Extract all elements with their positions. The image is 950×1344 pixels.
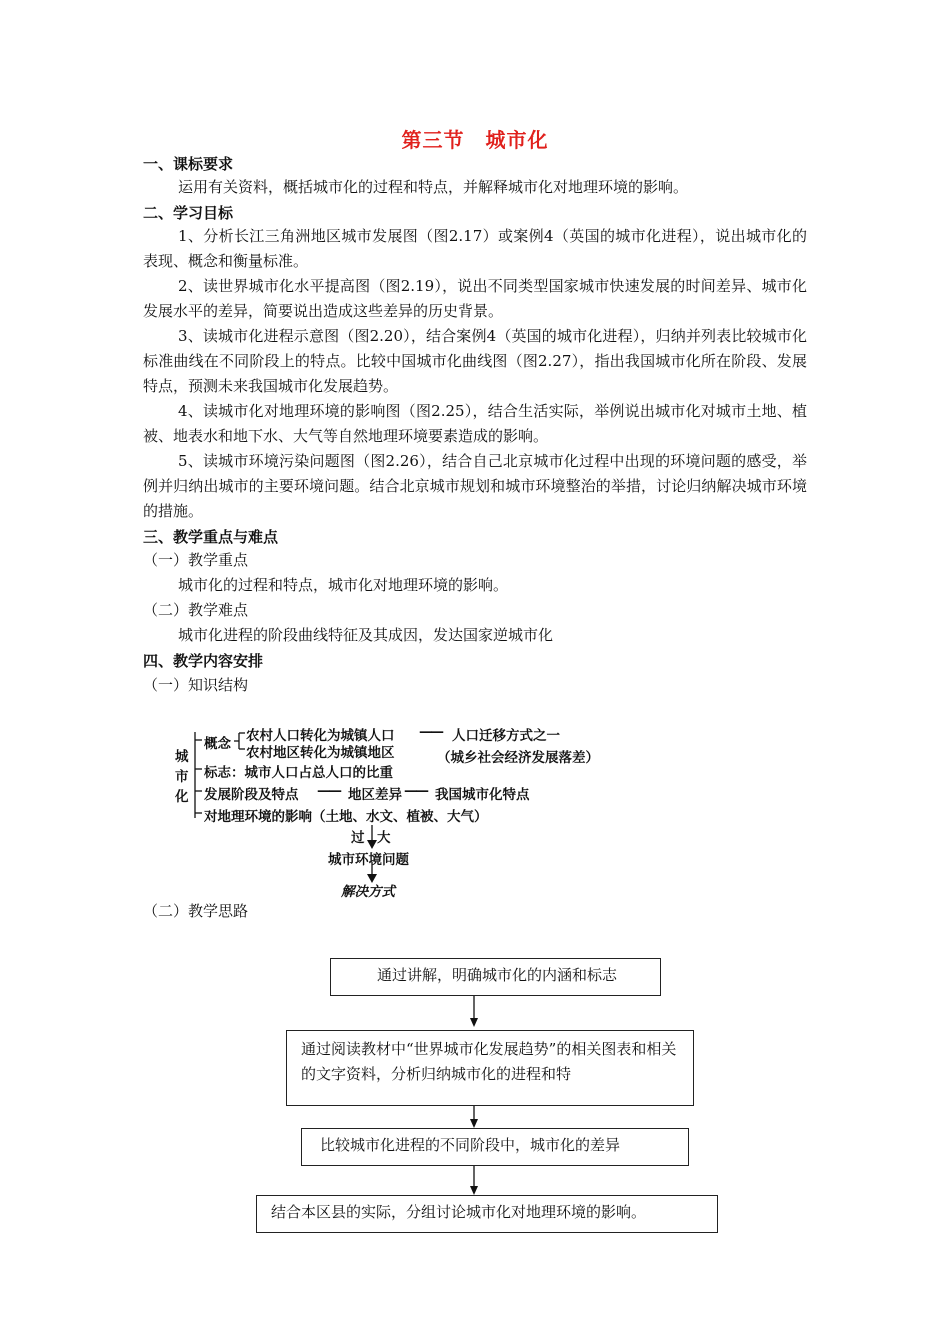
flow-arrow-head xyxy=(470,1186,478,1195)
objective-item: 4、读城市化对地理环境的影响图（图2.25），结合生活实际，举例说出城市化对城市土地、植被、地表水和地下水、大气等自然地理环境要素造成的影响。 xyxy=(143,402,807,445)
knowledge-structure-label: （一）知识结构 xyxy=(143,676,249,694)
page-title: 第三节 城市化 xyxy=(401,128,549,152)
flow-step-text: 通过阅读教材中“世界城市化发展趋势”的相关图表和相关的文字资料，分析归纳城市化的进程和特 xyxy=(301,1040,677,1083)
root-char: 城 xyxy=(175,749,189,765)
stage-mid: 地区差异 xyxy=(348,787,402,803)
flow-arrow-head xyxy=(470,1119,478,1128)
flow-step-text: 通过讲解，明确城市化的内涵和标志 xyxy=(377,966,618,984)
objective-item: 3、读城市化进程示意图（图2.20），结合案例4（英国的城市化进程），归纳并列表比较城市化标准曲线在不同阶段上的特点。比较中国城市化曲线图（图2.27），指出我国城市化所在阶段、发展特点，预测未来我国城市化发展趋势。 xyxy=(143,327,807,395)
flow-arrow-head xyxy=(470,1018,478,1027)
big-label: 大 xyxy=(377,830,391,846)
over-label: 过 xyxy=(351,830,365,846)
marker-text: 标志：城市人口占总人口的比重 xyxy=(204,765,393,781)
stage-text: 发展阶段及特点 xyxy=(204,787,299,803)
standards-text: 运用有关资料，概括城市化的过程和特点，并解释城市化对地理环境的影响。 xyxy=(178,178,689,196)
solution-text: 解决方式 xyxy=(341,884,395,900)
concept-label: 概念 xyxy=(204,736,231,752)
section-heading-focus: 三、教学重点与难点 xyxy=(143,528,279,546)
problem-text: 城市环境问题 xyxy=(328,852,409,868)
connector-dash: —— xyxy=(404,783,427,799)
flow-step-box xyxy=(286,1030,694,1106)
teaching-thinking-label: （二）教学思路 xyxy=(143,902,249,920)
objective-item: 5、读城市环境污染问题图（图2.26），结合自己北京城市化过程中出现的环境问题的感受，举例并归纳出城市的主要环境问题。结合北京城市规划和城市环境整治的举措，讨论归纳解决城市环境的措施。 xyxy=(143,452,807,520)
connector-dash: —— xyxy=(419,724,442,740)
flow-step-box xyxy=(256,1195,718,1233)
stage-right: 我国城市化特点 xyxy=(435,787,530,803)
difficulties-text: 城市化进程的阶段曲线特征及其成因，发达国家逆城市化 xyxy=(178,626,554,644)
concept-a-right: 人口迁移方式之一 xyxy=(452,728,560,744)
flow-step-text: 结合本区县的实际，分组讨论城市化对地理环境的影响。 xyxy=(271,1203,647,1221)
difficulties-label: （二）教学难点 xyxy=(143,601,249,619)
concept-a: 农村人口转化为城镇人口 xyxy=(246,728,395,744)
section-heading-objectives: 二、学习目标 xyxy=(143,204,234,222)
flow-step-box xyxy=(301,1128,689,1166)
impact-text: 对地理环境的影响（土地、水文、植被、大气） xyxy=(204,809,488,825)
section-heading-standards: 一、课标要求 xyxy=(143,155,234,173)
objective-item: 2、读世界城市化水平提高图（图2.19），说出不同类型国家城市快速发展的时间差异、城市化发展水平的差异，简要说出造成这些差异的历史背景。 xyxy=(143,277,807,320)
section-heading-content: 四、教学内容安排 xyxy=(143,652,264,670)
connector-dash: —— xyxy=(317,783,340,799)
concept-b-right: （城乡社会经济发展落差） xyxy=(437,750,599,766)
key-points-text: 城市化的过程和特点，城市化对地理环境的影响。 xyxy=(178,576,509,594)
root-char: 化 xyxy=(175,789,189,805)
objective-item: 1、分析长江三角洲地区城市发展图（图2.17）或案例4（英国的城市化进程），说出城市化的表现、概念和衡量标准。 xyxy=(143,227,807,270)
key-points-label: （一）教学重点 xyxy=(143,551,249,569)
flow-step-box xyxy=(330,958,661,996)
concept-b: 农村地区转化为城镇地区 xyxy=(246,745,395,761)
root-char: 市 xyxy=(175,769,189,785)
flow-step-text: 比较城市化进程的不同阶段中，城市化的差异 xyxy=(320,1136,621,1154)
